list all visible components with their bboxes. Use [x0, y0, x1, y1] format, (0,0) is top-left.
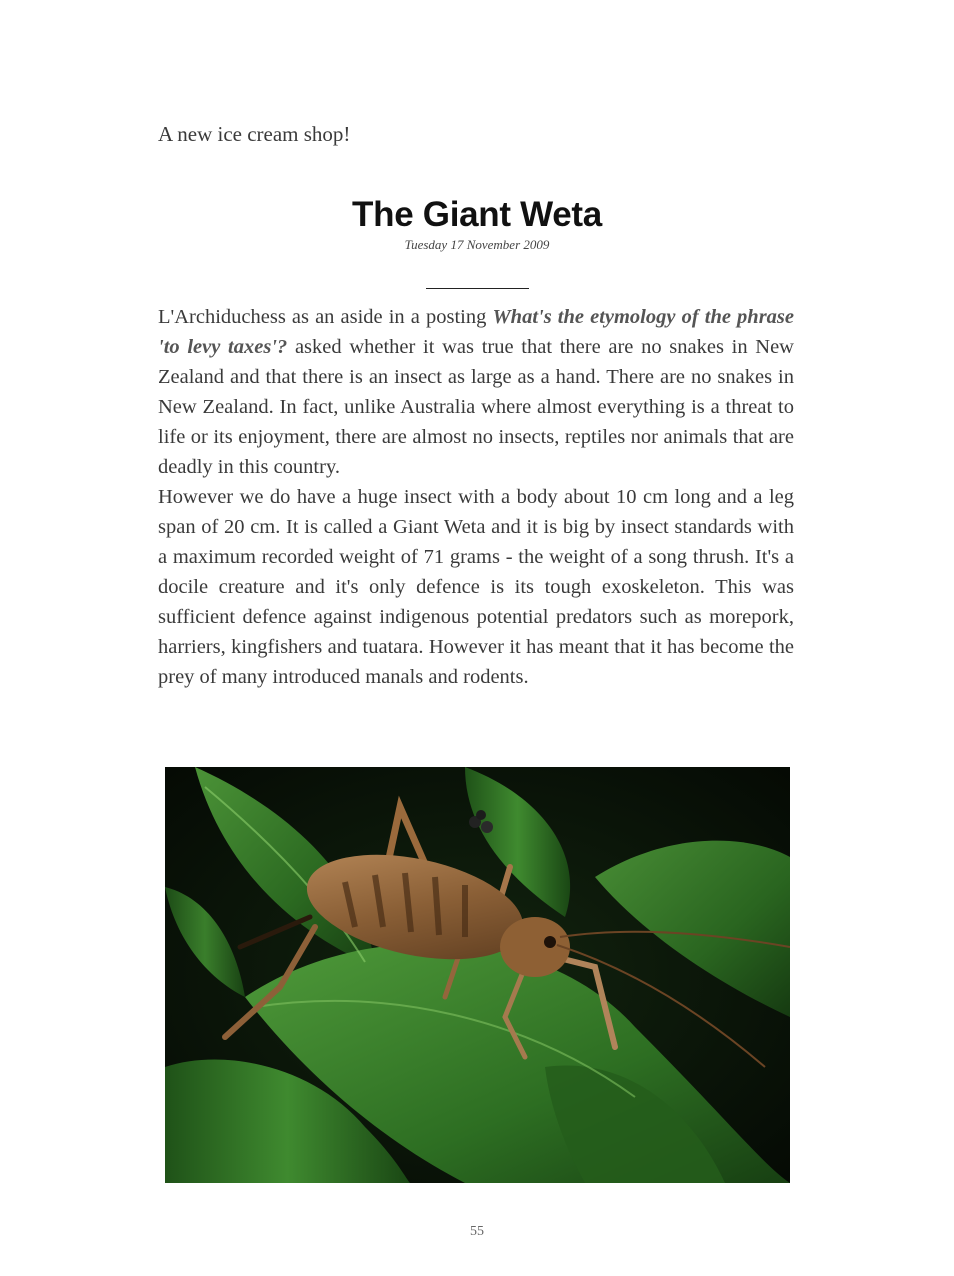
post-title: The Giant Weta	[352, 195, 602, 234]
title-divider	[426, 288, 529, 289]
page-number: 55	[470, 1224, 484, 1239]
post-body	[158, 302, 794, 692]
previous-entry-text: A new ice cream shop!	[158, 122, 351, 146]
paragraph-2: However we do have a huge insect with a body about 10 cm long and a leg span of 20 cm. It is called a Giant Weta and it is big by insect standards with a maximum recorded weight of 71 grams - the weight of a song thrush. It's a docile creature and it's only defence is its tough exoskeleton. This was sufficient defence against indigenous potential predators such as morepork, harriers, kingfishers and tuatara. However it has meant that it has become the prey of many introduced manals and rodents.	[158, 486, 794, 688]
paragraph-1	[158, 302, 794, 482]
paragraph-1-lead: L'Archiduchess as an aside in a posting	[158, 306, 493, 328]
paragraph-1-rest: asked whether it was true that there are no snakes in New Zealand and that there is an insect as large as a hand. There are no snakes in New Zealand. In fact, unlike Australia where almost everything is a threat to life or its enjoyment, there are almost no insects, reptiles nor animals that are deadly in this country.	[158, 336, 794, 478]
weta-photo	[165, 767, 790, 1183]
post-date: Tuesday 17 November 2009	[404, 237, 550, 252]
referenced-post-title: What's the etymology of the phrase 'to levy taxes'?	[158, 306, 794, 358]
